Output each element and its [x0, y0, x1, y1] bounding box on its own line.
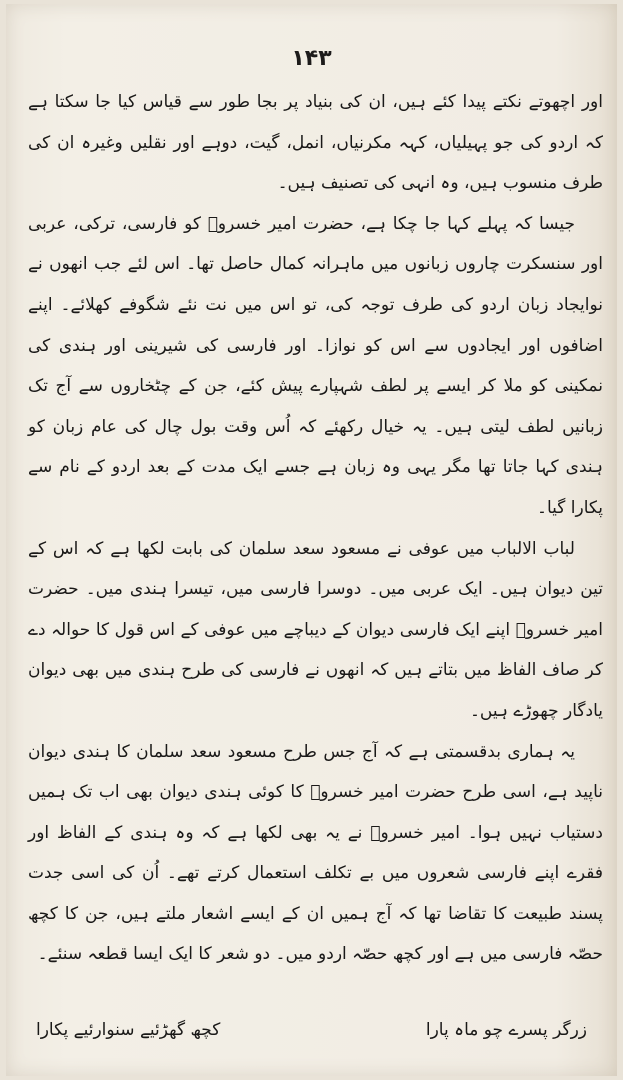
book-page — [6, 4, 617, 1076]
paragraph: جیسا کہ پہلے کہا جا چکا ہے، حضرت امیر خسروؔ کو فارسی، ترکی، عربی اور سنسکرت چاروں زبانوں میں ماہرانہ کمال حاصل تھا۔ اس لئے جب انھوں نے نوایجاد زبان اردو کی طرف توجہ کی، تو اس میں نت نئے شگوفے کھلائے۔ اپنے اضافوں اور ایجادوں سے اس کو نوازا۔ اور فارسی کی شیرینی اور ہندی کی نمکینی کو ملا کر ایسے پر لطف شہپارے پیش کئے، جن کے چٹخاروں سے آج تک زبانیں لطف لیتی ہیں۔ یہ خیال رکھئے کہ اُس وقت بول چال کی عام زبان کو ہندی کہا جاتا تھا مگر یہی وہ زبان ہے جسے ایک مدت کے بعد اردو کے نام سے پکارا گیا۔ — [28, 213, 603, 518]
page-body — [28, 82, 603, 975]
paragraph: یہ ہماری بدقسمتی ہے کہ آج جس طرح مسعود سعد سلمان کا ہندی دیوان ناپید ہے، اسی طرح حضرت امیر خسروؔ کا کوئی ہندی دیوان بھی اب تک ہمیں دستیاب نہیں ہوا۔ امیر خسروؔ نے یہ بھی لکھا ہے کہ وہ ہندی کے الفاظ اور فقرے اپنے فارسی شعروں میں بے تکلف استعمال کرتے تھے۔ اُن کی اسی جدت پسند طبیعت کا تقاضا تھا کہ آج ہمیں ان کے ایسے اشعار ملتے ہیں، جن کا کچھ حصّہ فارسی میں ہے اور کچھ حصّہ اردو میں۔ دو شعر کا ایک ایسا قطعہ سنئے۔ — [28, 741, 603, 965]
paragraph: لباب الالباب میں عوفی نے مسعود سعد سلمان کی بابت لکھا ہے کہ اس کے تین دیوان ہیں۔ ایک عربی میں۔ دوسرا فارسی میں، تیسرا ہندی میں۔ حضرت امیر خسروؔ اپنے ایک فارسی دیوان کے دیباچے میں عوفی کے اس قول کا حوالہ دے کر صاف الفاظ میں بتاتے ہیں کہ انھوں نے فارسی کی طرح ہندی میں بھی دیوان یادگار چھوڑے ہیں۔ — [28, 538, 603, 721]
couplet-first-hemistich: زرگر پسرے چو ماہ پارا — [425, 1020, 587, 1040]
couplet-second-hemistich: کچھ گھڑئیے سنوارئیے پکارا — [36, 1020, 221, 1040]
verse-couplet — [36, 1019, 587, 1040]
paragraph: اور اچھوتے نکتے پیدا کئے ہیں، ان کی بنیاد پر بجا طور سے قیاس کیا جا سکتا ہے کہ اردو کی جو پہیلیاں، کہہ مکرنیاں، انمل، گیت، دوہے اور نقلیں وغیرہ ان کی طرف منسوب ہیں، وہ انہی کی تصنیف ہیں۔ — [28, 92, 603, 194]
page-number: ۱۴۳ — [291, 46, 332, 71]
